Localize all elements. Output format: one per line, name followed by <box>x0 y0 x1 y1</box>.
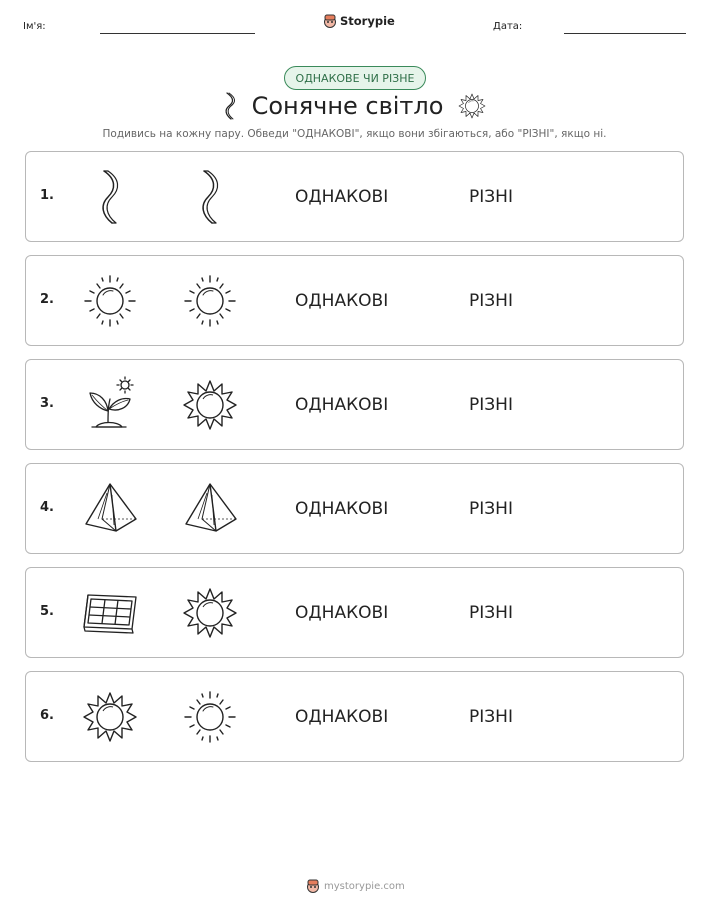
footer-url: mystorypie.com <box>324 880 405 892</box>
date-field-line[interactable] <box>564 33 686 34</box>
answer-different[interactable]: РІЗНІ <box>469 187 513 207</box>
question-number: 4. <box>40 500 54 515</box>
sunflower-sun-icon <box>180 583 240 643</box>
answer-different[interactable]: РІЗНІ <box>469 395 513 415</box>
question-row-5 <box>25 567 684 658</box>
question-row-4 <box>25 463 684 554</box>
page-title: Сонячне світло <box>251 92 444 120</box>
title-block <box>0 90 709 122</box>
sunflower-sun-icon <box>80 687 140 747</box>
name-label: Ім'я: <box>23 21 46 32</box>
answer-different[interactable]: РІЗНІ <box>469 499 513 519</box>
instructions: Подивись на кожну пару. Обведи "ОДНАКОВІ", якщо вони збігаються, або "РІЗНІ", якщо ні. <box>102 128 607 140</box>
question-number: 1. <box>40 188 54 203</box>
answer-same[interactable]: ОДНАКОВІ <box>295 395 389 415</box>
footer <box>306 878 405 894</box>
answer-same[interactable]: ОДНАКОВІ <box>295 291 389 311</box>
answer-same[interactable]: ОДНАКОВІ <box>295 187 389 207</box>
sprout-icon <box>80 375 140 435</box>
sun-icon <box>457 91 487 121</box>
question-number: 2. <box>40 292 54 307</box>
answer-same[interactable]: ОДНАКОВІ <box>295 499 389 519</box>
sun-icon <box>80 271 140 331</box>
brand-logo <box>323 13 395 29</box>
brand-name: Storypie <box>340 14 395 28</box>
storypie-mascot-icon <box>323 13 337 29</box>
answer-different[interactable]: РІЗНІ <box>469 603 513 623</box>
question-row-1 <box>25 151 684 242</box>
question-number: 5. <box>40 604 54 619</box>
sun-icon <box>180 687 240 747</box>
squiggle-icon <box>80 167 140 227</box>
answer-different[interactable]: РІЗНІ <box>469 707 513 727</box>
question-number: 6. <box>40 708 54 723</box>
answer-different[interactable]: РІЗНІ <box>469 291 513 311</box>
name-field-line[interactable] <box>100 33 255 34</box>
sun-icon <box>180 271 240 331</box>
pyramid-icon <box>80 479 140 539</box>
sunflower-sun-icon <box>180 375 240 435</box>
storypie-mascot-icon <box>306 878 320 894</box>
squiggle-icon <box>222 90 238 122</box>
question-number: 3. <box>40 396 54 411</box>
question-row-3 <box>25 359 684 450</box>
solar-panel-icon <box>80 583 140 643</box>
date-label: Дата: <box>493 21 523 32</box>
answer-same[interactable]: ОДНАКОВІ <box>295 603 389 623</box>
question-row-2 <box>25 255 684 346</box>
answer-same[interactable]: ОДНАКОВІ <box>295 707 389 727</box>
squiggle-icon <box>180 167 240 227</box>
pyramid-icon <box>180 479 240 539</box>
question-row-6 <box>25 671 684 762</box>
worksheet-type-badge: ОДНАКОВЕ ЧИ РІЗНЕ <box>284 66 426 90</box>
